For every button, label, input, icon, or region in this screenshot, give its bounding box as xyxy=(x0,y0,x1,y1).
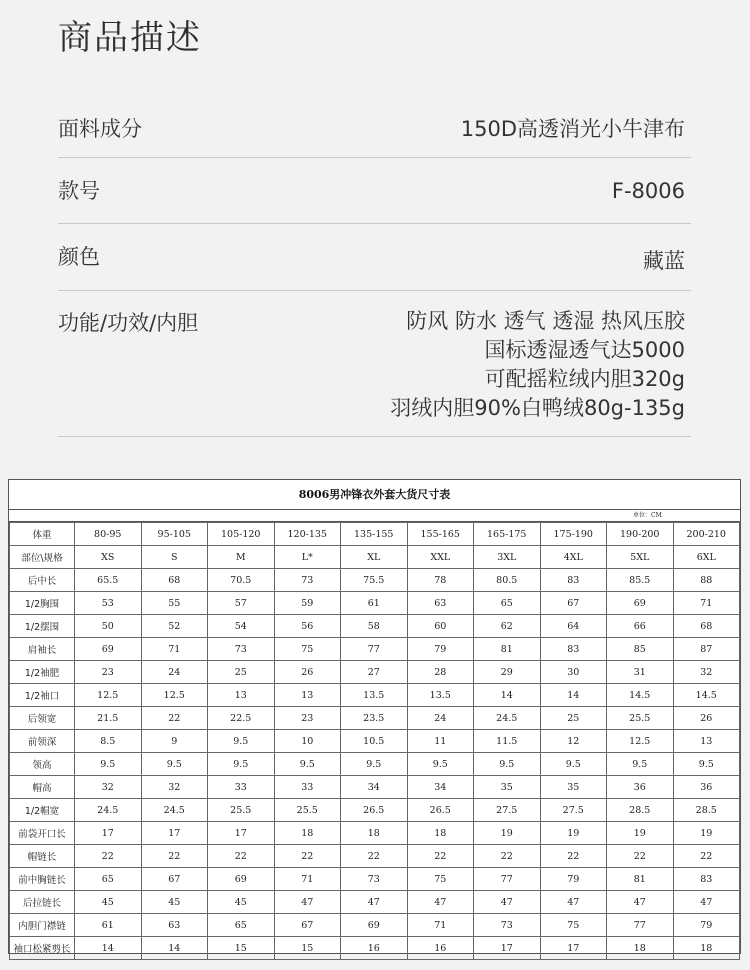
table-cell: 22 xyxy=(540,845,607,868)
table-cell: 28.5 xyxy=(673,799,740,822)
table-cell: 65.5 xyxy=(75,569,142,592)
table-cell: 77 xyxy=(474,868,541,891)
table-cell: 135-155 xyxy=(341,523,408,546)
table-cell: 63 xyxy=(141,914,208,937)
table-cell: 83 xyxy=(673,868,740,891)
table-cell: 19 xyxy=(607,822,674,845)
table-cell: 33 xyxy=(208,776,275,799)
row-label: 内胆门襟链 xyxy=(10,914,75,937)
function-line: 国标透湿透气达5000 xyxy=(484,338,685,362)
table-cell: 17 xyxy=(75,822,142,845)
table-cell: 60 xyxy=(407,615,474,638)
table-cell: 22 xyxy=(141,707,208,730)
table-cell: 57 xyxy=(208,592,275,615)
table-cell: 17 xyxy=(474,937,541,960)
table-cell: 73 xyxy=(208,638,275,661)
table-cell: 15 xyxy=(274,937,341,960)
table-cell: 71 xyxy=(274,868,341,891)
table-cell: 9.5 xyxy=(208,730,275,753)
table-row xyxy=(10,799,740,822)
page-title: 商品描述 xyxy=(58,18,202,58)
table-cell: 78 xyxy=(407,569,474,592)
table-cell: 85 xyxy=(607,638,674,661)
row-label: 后拉链长 xyxy=(10,891,75,914)
table-cell: 25.5 xyxy=(274,799,341,822)
spec-label-material: 面料成分 xyxy=(58,117,142,141)
header-row-size xyxy=(10,546,740,569)
table-cell: 175-190 xyxy=(540,523,607,546)
table-row xyxy=(10,753,740,776)
table-cell: 79 xyxy=(673,914,740,937)
row-label: 1/2袖口 xyxy=(10,684,75,707)
table-cell: 25 xyxy=(208,661,275,684)
table-cell: 64 xyxy=(540,615,607,638)
table-cell: 58 xyxy=(341,615,408,638)
row-label: 领高 xyxy=(10,753,75,776)
table-cell: 105-120 xyxy=(208,523,275,546)
table-cell: 87 xyxy=(673,638,740,661)
table-cell: 25.5 xyxy=(208,799,275,822)
table-cell: 16 xyxy=(341,937,408,960)
size-chart xyxy=(8,479,741,954)
table-cell: 32 xyxy=(673,661,740,684)
table-cell: 22 xyxy=(208,845,275,868)
unit-label: 单位：CM xyxy=(633,512,662,519)
table-cell: 75.5 xyxy=(341,569,408,592)
table-row xyxy=(10,592,740,615)
table-cell: 79 xyxy=(540,868,607,891)
row-label: 前袋开口长 xyxy=(10,822,75,845)
function-line: 可配摇粒绒内胆320g xyxy=(484,367,685,391)
table-cell: 83 xyxy=(540,638,607,661)
table-cell: 28 xyxy=(407,661,474,684)
table-cell: 155-165 xyxy=(407,523,474,546)
table-cell: 9.5 xyxy=(540,753,607,776)
table-cell: 47 xyxy=(607,891,674,914)
table-cell: 13 xyxy=(208,684,275,707)
table-row xyxy=(10,822,740,845)
function-line: 防风 防水 透气 透湿 热风压胶 xyxy=(406,309,685,333)
table-row xyxy=(10,615,740,638)
table-cell: 3XL xyxy=(474,546,541,569)
table-cell: 35 xyxy=(540,776,607,799)
table-cell: 62 xyxy=(474,615,541,638)
table-cell: 69 xyxy=(341,914,408,937)
table-row xyxy=(10,707,740,730)
table-cell: 36 xyxy=(673,776,740,799)
table-cell: 88 xyxy=(673,569,740,592)
table-row xyxy=(10,868,740,891)
table-row xyxy=(10,914,740,937)
row-label: 体重 xyxy=(10,523,75,546)
table-cell: 36 xyxy=(607,776,674,799)
table-cell: 14 xyxy=(474,684,541,707)
table-cell: 66 xyxy=(607,615,674,638)
table-cell: 31 xyxy=(607,661,674,684)
table-cell: 45 xyxy=(208,891,275,914)
table-cell: 65 xyxy=(208,914,275,937)
table-cell: 10.5 xyxy=(341,730,408,753)
row-label: 前领深 xyxy=(10,730,75,753)
spec-label-style-no: 款号 xyxy=(58,179,100,203)
table-cell: 85.5 xyxy=(607,569,674,592)
spec-row-material xyxy=(58,100,691,158)
table-cell: 22 xyxy=(75,845,142,868)
table-cell: 68 xyxy=(141,569,208,592)
table-cell: 18 xyxy=(274,822,341,845)
table-cell: 12.5 xyxy=(607,730,674,753)
table-cell: 165-175 xyxy=(474,523,541,546)
table-cell: 32 xyxy=(75,776,142,799)
table-cell: 9.5 xyxy=(274,753,341,776)
table-row xyxy=(10,891,740,914)
table-cell: 47 xyxy=(407,891,474,914)
table-cell: 25 xyxy=(540,707,607,730)
table-cell: 35 xyxy=(474,776,541,799)
table-cell: 69 xyxy=(607,592,674,615)
table-cell: 28.5 xyxy=(607,799,674,822)
table-cell: 71 xyxy=(141,638,208,661)
table-cell: L* xyxy=(274,546,341,569)
table-cell: 14 xyxy=(141,937,208,960)
table-cell: 8.5 xyxy=(75,730,142,753)
table-cell: 17 xyxy=(540,937,607,960)
table-cell: 81 xyxy=(607,868,674,891)
table-cell: 80.5 xyxy=(474,569,541,592)
table-cell: 27.5 xyxy=(474,799,541,822)
table-cell: 9.5 xyxy=(607,753,674,776)
row-label: 帽高 xyxy=(10,776,75,799)
table-cell: 22 xyxy=(607,845,674,868)
table-cell: 83 xyxy=(540,569,607,592)
row-label: 帽链长 xyxy=(10,845,75,868)
table-row xyxy=(10,661,740,684)
row-label: 1/2胸围 xyxy=(10,592,75,615)
table-cell: 81 xyxy=(474,638,541,661)
size-chart-title: 8006男冲锋衣外套大货尺寸表 xyxy=(9,480,740,510)
table-cell: 69 xyxy=(75,638,142,661)
table-cell: 71 xyxy=(407,914,474,937)
table-cell: 12.5 xyxy=(141,684,208,707)
function-line: 羽绒内胆90%白鸭绒80g-135g xyxy=(390,396,685,420)
table-cell: 24 xyxy=(141,661,208,684)
table-cell: 13.5 xyxy=(341,684,408,707)
row-label: 1/2摆围 xyxy=(10,615,75,638)
table-cell: 61 xyxy=(341,592,408,615)
table-cell: 67 xyxy=(141,868,208,891)
table-cell: 15 xyxy=(208,937,275,960)
spec-row-style-no xyxy=(58,157,691,224)
spec-value-color: 藏蓝 xyxy=(643,249,685,273)
table-cell: 47 xyxy=(341,891,408,914)
table-cell: 71 xyxy=(673,592,740,615)
table-cell: 67 xyxy=(274,914,341,937)
row-label: 后领宽 xyxy=(10,707,75,730)
table-cell: 27.5 xyxy=(540,799,607,822)
table-cell: 9.5 xyxy=(407,753,474,776)
table-cell: 11.5 xyxy=(474,730,541,753)
table-cell: 61 xyxy=(75,914,142,937)
spec-function-lines xyxy=(390,307,685,423)
table-cell: 33 xyxy=(274,776,341,799)
table-cell: 75 xyxy=(407,868,474,891)
table-cell: 6XL xyxy=(673,546,740,569)
table-row xyxy=(10,569,740,592)
table-cell: 10 xyxy=(274,730,341,753)
table-row xyxy=(10,845,740,868)
row-label: 肩袖长 xyxy=(10,638,75,661)
table-cell: 22 xyxy=(274,845,341,868)
table-row xyxy=(10,776,740,799)
table-cell: 75 xyxy=(540,914,607,937)
table-cell: 32 xyxy=(141,776,208,799)
spec-value-style-no: F-8006 xyxy=(611,179,685,203)
table-cell: 12 xyxy=(540,730,607,753)
table-cell: 17 xyxy=(208,822,275,845)
table-cell: 47 xyxy=(274,891,341,914)
table-cell: 45 xyxy=(75,891,142,914)
table-cell: 95-105 xyxy=(141,523,208,546)
table-cell: 18 xyxy=(341,822,408,845)
table-cell: 190-200 xyxy=(607,523,674,546)
table-cell: 22 xyxy=(673,845,740,868)
table-cell: 23.5 xyxy=(341,707,408,730)
table-cell: 73 xyxy=(341,868,408,891)
table-cell: 77 xyxy=(341,638,408,661)
table-row xyxy=(10,684,740,707)
table-cell: 18 xyxy=(673,937,740,960)
table-cell: 13.5 xyxy=(407,684,474,707)
table-cell: 9 xyxy=(141,730,208,753)
table-cell: 73 xyxy=(274,569,341,592)
table-cell: 65 xyxy=(474,592,541,615)
table-cell: 25.5 xyxy=(607,707,674,730)
table-cell: 30 xyxy=(540,661,607,684)
table-cell: 19 xyxy=(474,822,541,845)
table-cell: 70.5 xyxy=(208,569,275,592)
table-row xyxy=(10,937,740,960)
table-cell: 21.5 xyxy=(75,707,142,730)
table-cell: 16 xyxy=(407,937,474,960)
table-cell: 24.5 xyxy=(141,799,208,822)
table-cell: 14 xyxy=(540,684,607,707)
table-cell: 14 xyxy=(75,937,142,960)
table-cell: XXL xyxy=(407,546,474,569)
table-cell: 77 xyxy=(607,914,674,937)
table-cell: 56 xyxy=(274,615,341,638)
table-cell: 24.5 xyxy=(474,707,541,730)
table-cell: 24 xyxy=(407,707,474,730)
spec-row-function xyxy=(58,290,691,437)
table-cell: 22 xyxy=(474,845,541,868)
table-cell: 9.5 xyxy=(75,753,142,776)
spec-value-material: 150D高透消光小牛津布 xyxy=(460,117,685,141)
table-cell: 75 xyxy=(274,638,341,661)
table-cell: 45 xyxy=(141,891,208,914)
table-cell: 12.5 xyxy=(75,684,142,707)
table-cell: 27 xyxy=(341,661,408,684)
table-cell: 26 xyxy=(673,707,740,730)
unit-row xyxy=(9,510,740,522)
table-cell: 14.5 xyxy=(607,684,674,707)
table-cell: 22 xyxy=(407,845,474,868)
table-row xyxy=(10,638,740,661)
spec-label-function: 功能/功效/内胆 xyxy=(58,311,199,335)
table-cell: 23 xyxy=(75,661,142,684)
table-cell: 73 xyxy=(474,914,541,937)
row-label: 后中长 xyxy=(10,569,75,592)
row-label: 1/2袖肥 xyxy=(10,661,75,684)
table-cell: 34 xyxy=(407,776,474,799)
table-cell: 19 xyxy=(673,822,740,845)
table-cell: M xyxy=(208,546,275,569)
table-cell: 26 xyxy=(274,661,341,684)
table-cell: 55 xyxy=(141,592,208,615)
row-label: 袖口松紧剪长 xyxy=(10,937,75,960)
table-cell: 69 xyxy=(208,868,275,891)
table-cell: 11 xyxy=(407,730,474,753)
table-cell: S xyxy=(141,546,208,569)
table-cell: 22 xyxy=(341,845,408,868)
table-cell: 22.5 xyxy=(208,707,275,730)
table-cell: XL xyxy=(341,546,408,569)
table-cell: 17 xyxy=(141,822,208,845)
table-cell: 67 xyxy=(540,592,607,615)
table-cell: 9.5 xyxy=(673,753,740,776)
table-cell: 9.5 xyxy=(208,753,275,776)
spec-label-color: 颜色 xyxy=(58,245,100,269)
table-cell: 120-135 xyxy=(274,523,341,546)
table-cell: 22 xyxy=(141,845,208,868)
table-cell: 29 xyxy=(474,661,541,684)
row-label: 1/2帽宽 xyxy=(10,799,75,822)
table-row xyxy=(10,730,740,753)
table-cell: 24.5 xyxy=(75,799,142,822)
table-cell: 47 xyxy=(474,891,541,914)
table-cell: 63 xyxy=(407,592,474,615)
table-cell: 65 xyxy=(75,868,142,891)
table-cell: 34 xyxy=(341,776,408,799)
table-cell: 18 xyxy=(407,822,474,845)
table-cell: 26.5 xyxy=(407,799,474,822)
table-cell: 18 xyxy=(607,937,674,960)
header-row-weight xyxy=(10,523,740,546)
table-cell: 200-210 xyxy=(673,523,740,546)
table-cell: 14.5 xyxy=(673,684,740,707)
row-label: 部位\规格 xyxy=(10,546,75,569)
table-cell: 80-95 xyxy=(75,523,142,546)
table-cell: 9.5 xyxy=(341,753,408,776)
table-cell: 52 xyxy=(141,615,208,638)
table-cell: 13 xyxy=(673,730,740,753)
table-cell: 59 xyxy=(274,592,341,615)
table-cell: XS xyxy=(75,546,142,569)
table-cell: 23 xyxy=(274,707,341,730)
table-cell: 54 xyxy=(208,615,275,638)
table-cell: 79 xyxy=(407,638,474,661)
table-cell: 19 xyxy=(540,822,607,845)
table-cell: 26.5 xyxy=(341,799,408,822)
table-cell: 4XL xyxy=(540,546,607,569)
table-cell: 47 xyxy=(540,891,607,914)
row-label: 前中胸链长 xyxy=(10,868,75,891)
table-cell: 50 xyxy=(75,615,142,638)
table-cell: 13 xyxy=(274,684,341,707)
table-cell: 53 xyxy=(75,592,142,615)
size-table xyxy=(9,522,740,960)
table-cell: 9.5 xyxy=(141,753,208,776)
spec-row-color xyxy=(58,223,691,291)
table-cell: 47 xyxy=(673,891,740,914)
table-cell: 5XL xyxy=(607,546,674,569)
table-cell: 9.5 xyxy=(474,753,541,776)
table-cell: 68 xyxy=(673,615,740,638)
